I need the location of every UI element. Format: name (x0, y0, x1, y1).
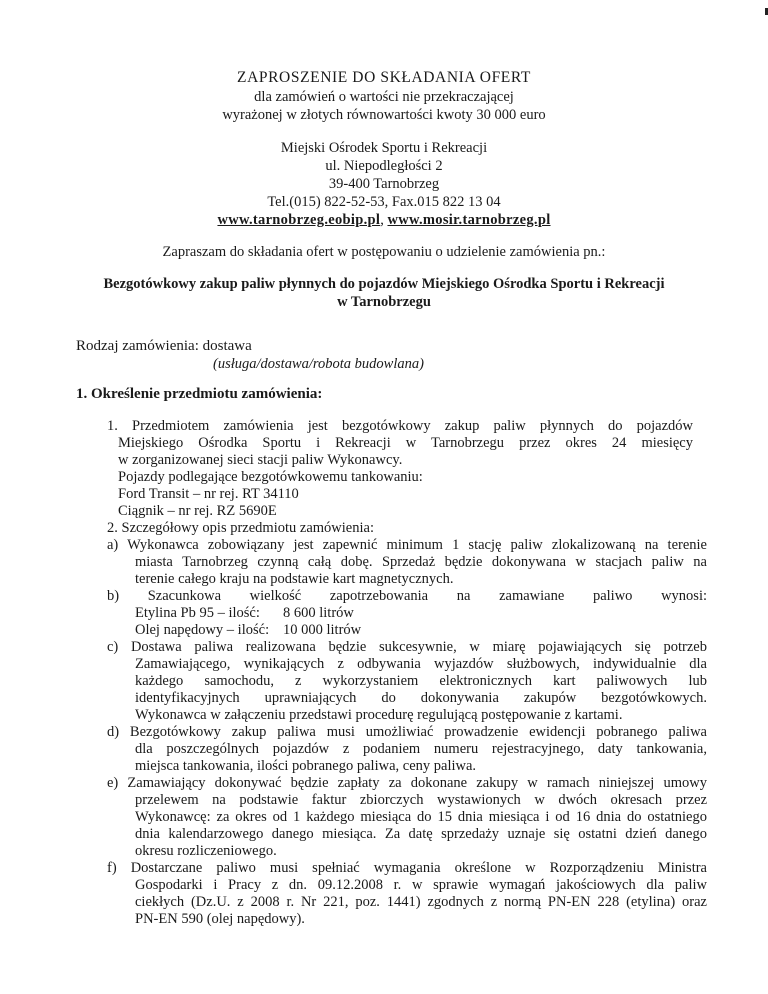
org-links (0, 212, 768, 229)
vehicle-ford-transit: Ford Transit – nr rej. RT 34110 (118, 486, 299, 502)
point-c-line-5: Wykonawca w załączeniu przedstawi procedurę regulującą postępowanie z kartami. (135, 707, 623, 723)
section-1-heading: 1. Określenie przedmiotu zamówienia: (76, 386, 323, 402)
point-c-line-2: Zamawiającego, wynikających z odbywania wyjazdów służbowych, indywidualnie dla (135, 656, 707, 672)
point-d-line-2: dla poszczególnych pojazdów z podaniem numeru rejestracyjnego, daty tankowania, (135, 741, 707, 757)
order-type-options: (usługa/dostawa/robota budowlana) (213, 356, 424, 372)
point-d-line-3: miejsca tankowania, ilości pobranego paliwa, ceny paliwa. (135, 758, 477, 774)
links-separator: , (380, 212, 388, 228)
org-name: Miejski Ośrodek Sportu i Rekreacji (280, 140, 488, 156)
item1-line-3: w zorganizowanej sieci stacji paliw Wykonawcy. (118, 452, 403, 468)
fuel-diesel-label: Olej napędowy – ilość: (135, 622, 270, 638)
point-d-line-1: d) Bezgotówkowy zakup paliwa musi umożliwiać prowadzenie ewidencji pobranego paliwa (107, 724, 707, 740)
title-subline-2: wyrażonej w złotych równowartości kwoty 30 000 euro (222, 107, 546, 123)
title-subline-1: dla zamówień o wartości nie przekraczającej (254, 89, 514, 105)
point-c-line-1: c) Dostawa paliwa realizowana będzie sukcesywnie, w miarę pojawiających się potrzeb (107, 639, 707, 655)
org-street: ul. Niepodległości 2 (325, 158, 443, 174)
fuel-petrol-quantity: 8 600 litrów (283, 605, 354, 621)
fuel-diesel-quantity: 10 000 litrów (283, 622, 362, 638)
item1-line-4: Pojazdy podlegające bezgotówkowemu tankowaniu: (118, 469, 423, 485)
point-f-line-2: Gospodarki i Pracy z dn. 09.12.2008 r. w sprawie wymagań jakościowych dla paliw (135, 877, 707, 893)
point-a-line-1: a) Wykonawca zobowiązany jest zapewnić minimum 1 stację paliw zlokalizowaną na terenie (107, 537, 707, 553)
item2-heading: 2. Szczegółowy opis przedmiotu zamówienia: (107, 520, 374, 536)
point-e-line-4: dnia kalendarzowego danego miesiąca. Za datę sprzedaży uznaje się ostatni dzień danego (135, 826, 707, 842)
item1-line-2: Miejskiego Ośrodka Sportu i Rekreacji w Tarnobrzegu przez okres 24 miesięcy (118, 435, 693, 451)
point-a-line-3: terenie całego kraju na podstawie kart magnetycznych. (135, 571, 454, 587)
point-e-line-1: e) Zamawiający dokonywać będzie zapłaty za dokonane zakupy w ramach niniejszej umowy (107, 775, 707, 791)
point-f-line-1: f) Dostarczane paliwo musi spełniać wymagania określone w Rozporządzeniu Ministra (107, 860, 707, 876)
point-c-line-4: identyfikacyjnych uprawniających do dokonywania zakupów bezgotówkowych. (135, 690, 707, 706)
point-f-line-3: ciekłych (Dz.U. z 2008 r. Nr 221, poz. 1441) zgodnych z normą PN-EN 228 (etylina) oraz (135, 894, 707, 910)
link-eobip[interactable]: www.tarnobrzeg.eobip.pl (217, 212, 381, 228)
point-f-line-4: PN-EN 590 (olej napędowy). (135, 911, 305, 927)
fuel-petrol-label: Etylina Pb 95 – ilość: (135, 605, 260, 621)
point-e-line-3: Wykonawcę: za okres od 1 każdego miesiąca do 15 dnia miesiąca i od 16 dnia do ostatniego (135, 809, 707, 825)
subject-line-1: Bezgotówkowy zakup paliw płynnych do pojazdów Miejskiego Ośrodka Sportu i Rekreacji (103, 276, 665, 292)
subject-line-2: w Tarnobrzegu (337, 294, 431, 310)
item1-line-1: 1. Przedmiotem zamówienia jest bezgotówkowy zakup paliw płynnych do pojazdów (107, 418, 693, 434)
point-e-line-2: przelewem na podstawie faktur zbiorczych wystawionych w dwóch okresach przez (135, 792, 707, 808)
org-city: 39-400 Tarnobrzeg (328, 176, 440, 192)
point-c-line-3: każdego samochodu, z wykorzystaniem elektronicznych kart paliwowych lub (135, 673, 707, 689)
point-e-line-5: okresu rozliczeniowego. (135, 843, 277, 859)
point-a-line-2: miasta Tarnobrzeg czynną całą dobę. Sprzedaż będzie dokonywana w stacjach paliw na (135, 554, 707, 570)
link-mosir[interactable]: www.mosir.tarnobrzeg.pl (387, 212, 551, 228)
vehicle-ciagnik: Ciągnik – nr rej. RZ 5690E (118, 503, 277, 519)
org-phone: Tel.(015) 822-52-53, Fax.015 822 13 04 (267, 194, 501, 210)
point-b-line-1: b) Szacunkowa wielkość zapotrzebowania na zamawiane paliwo wynosi: (107, 588, 707, 604)
order-type-label: Rodzaj zamówienia: dostawa (76, 338, 252, 354)
invitation-text: Zapraszam do składania ofert w postępowaniu o udzielenie zamówienia pn.: (162, 244, 606, 260)
document-title: ZAPROSZENIE DO SKŁADANIA OFERT (237, 69, 531, 86)
